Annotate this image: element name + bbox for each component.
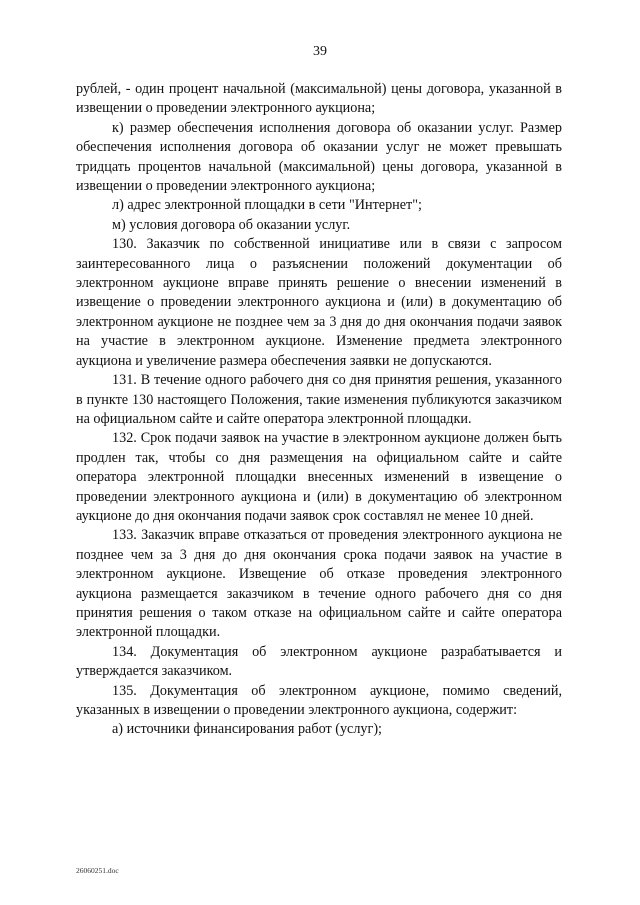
paragraph-132: 132. Срок подачи заявок на участие в электронном аукционе должен быть продлен так, чтобы со дня размещения на официальном сайте и сайте оператора электронной площадки внесенных изменений в извещение о проведении электронного аукциона и (или) в документацию об электронном аукционе до дня окончания подачи заявок срок составлял не менее 10 дней. [76, 430, 562, 524]
paragraph-133: 133. Заказчик вправе отказаться от проведения электронного аукциона не позднее чем за 3 дня до дня окончания срока подачи заявок на участие в электронном аукционе. Извещение об отказе проведения электронного аукциона размещается заказчиком в течение одного рабочего дня со дня принятия решения о таком отказе на официальном сайте и сайте оператора электронной площадки. [76, 527, 562, 641]
paragraph-item-k: к) размер обеспечения исполнения договора об оказании услуг. Размер обеспечения исполнения договора об оказании услуг не может превышать тридцать процентов начальной (максимальной) цены договора, указанной в извещении о проведении электронного аукциона; [76, 119, 562, 195]
paragraph-continuation: рублей, - один процент начальной (максимальной) цены договора, указанной в извещении о проведении электронного аукциона; [76, 81, 562, 117]
paragraph-131: 131. В течение одного рабочего дня со дня принятия решения, указанного в пункте 130 настоящего Положения, такие изменения публикуются заказчиком на официальном сайте и сайте оператора электронной площадки. [76, 372, 562, 427]
paragraph-135: 135. Документация об электронном аукционе, помимо сведений, указанных в извещении о проведении электронного аукциона, содержит: [76, 682, 562, 718]
paragraph-item-a: а) источники финансирования работ (услуг); [112, 721, 382, 738]
footer-file-code: 26060251.doc [76, 866, 119, 875]
paragraph-item-l: л) адрес электронной площадки в сети "Интернет"; [112, 197, 422, 214]
paragraph-134: 134. Документация об электронном аукционе разрабатывается и утверждается заказчиком. [76, 643, 562, 680]
paragraph-item-m: м) условия договора об оказании услуг. [112, 216, 351, 233]
page-number: 39 [313, 44, 327, 59]
document-body [76, 80, 562, 740]
paragraph-130: 130. Заказчик по собственной инициативе или в связи с запросом заинтересованного лица о разъяснении положений документации об электронном аукционе вправе принять решение о внесении изменений в извещение о проведении электронного аукциона и (или) в документацию об электронном аукционе не позднее чем за 3 дня до дня окончания подачи заявок на участие в электронном аукционе. Изменение предмета электронного аукциона и увеличение размера обеспечения заявки не допускаются. [76, 236, 562, 369]
